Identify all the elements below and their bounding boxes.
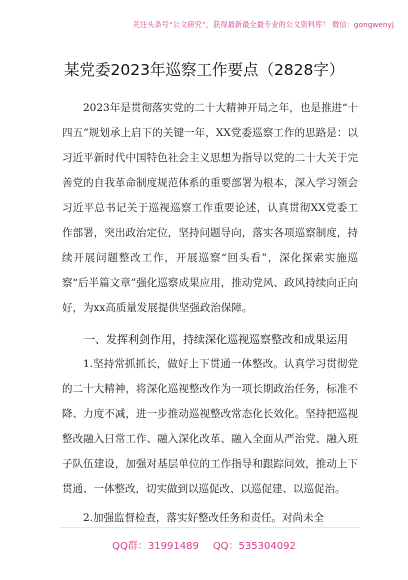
list-item-1: 1.坚持常抓抓长，做好上下贯通一体整改。认真学习贯彻党的二十大精神，将深化巡视整改作为一项长期政治任务，标准不降、力度不减，进一步推动巡视整改常态化长效化。坚持把巡视整改融入日常工作、融入深化改革、融入全面从严治党、融入班子队伍建设，加强对基层单位的工作指导和跟踪问效，推动上下贯通、一体整改，切实做到以巡促改、以巡促建、以巡促治。 <box>62 358 358 495</box>
list-item-2: 2.加强监督检查，落实好整改任务和责任。对尚未全 <box>83 512 325 524</box>
header-banner: 关注头条号“公文研究”，获得最新最全最专业的公文资料库！ 微信：gongwenyj <box>132 20 394 29</box>
page-title: 某党委2023年巡察工作要点（2828字） <box>64 61 345 79</box>
footer-qq-group: QQ群：31991489 <box>112 541 199 552</box>
intro-paragraph: 2023年是贯彻落实党的二十大精神开局之年，也是推进“十四五”规划承上启下的关键一年，XX党委巡察工作的思路是：以习近平新时代中国特色社会主义思想为指导以党的二十大关于完善党的自我革命制度规范体系的重要部署为根本，深入学习领会习近平总书记关于巡视巡察工作重要论述，认真贯彻XX党委工作部署，突出政治定位，坚持问题导向，落实各项巡察制度，持续开展问题整改工作，开展巡察“回头看”，深化探索实施巡察“后半篇文章”强化巡察成果应用，推动党风、政风持续向正向好，为xx高质量发展提供坚强政治保障。 <box>62 102 358 314</box>
footer-divider <box>60 527 360 528</box>
footer <box>0 537 408 552</box>
footer-qq-contact: QQ：535304092 <box>212 541 296 552</box>
document-body <box>62 96 358 531</box>
section-heading-1: 一、发挥利剑作用，持续深化巡视巡察整改和成果运用 <box>84 333 348 346</box>
